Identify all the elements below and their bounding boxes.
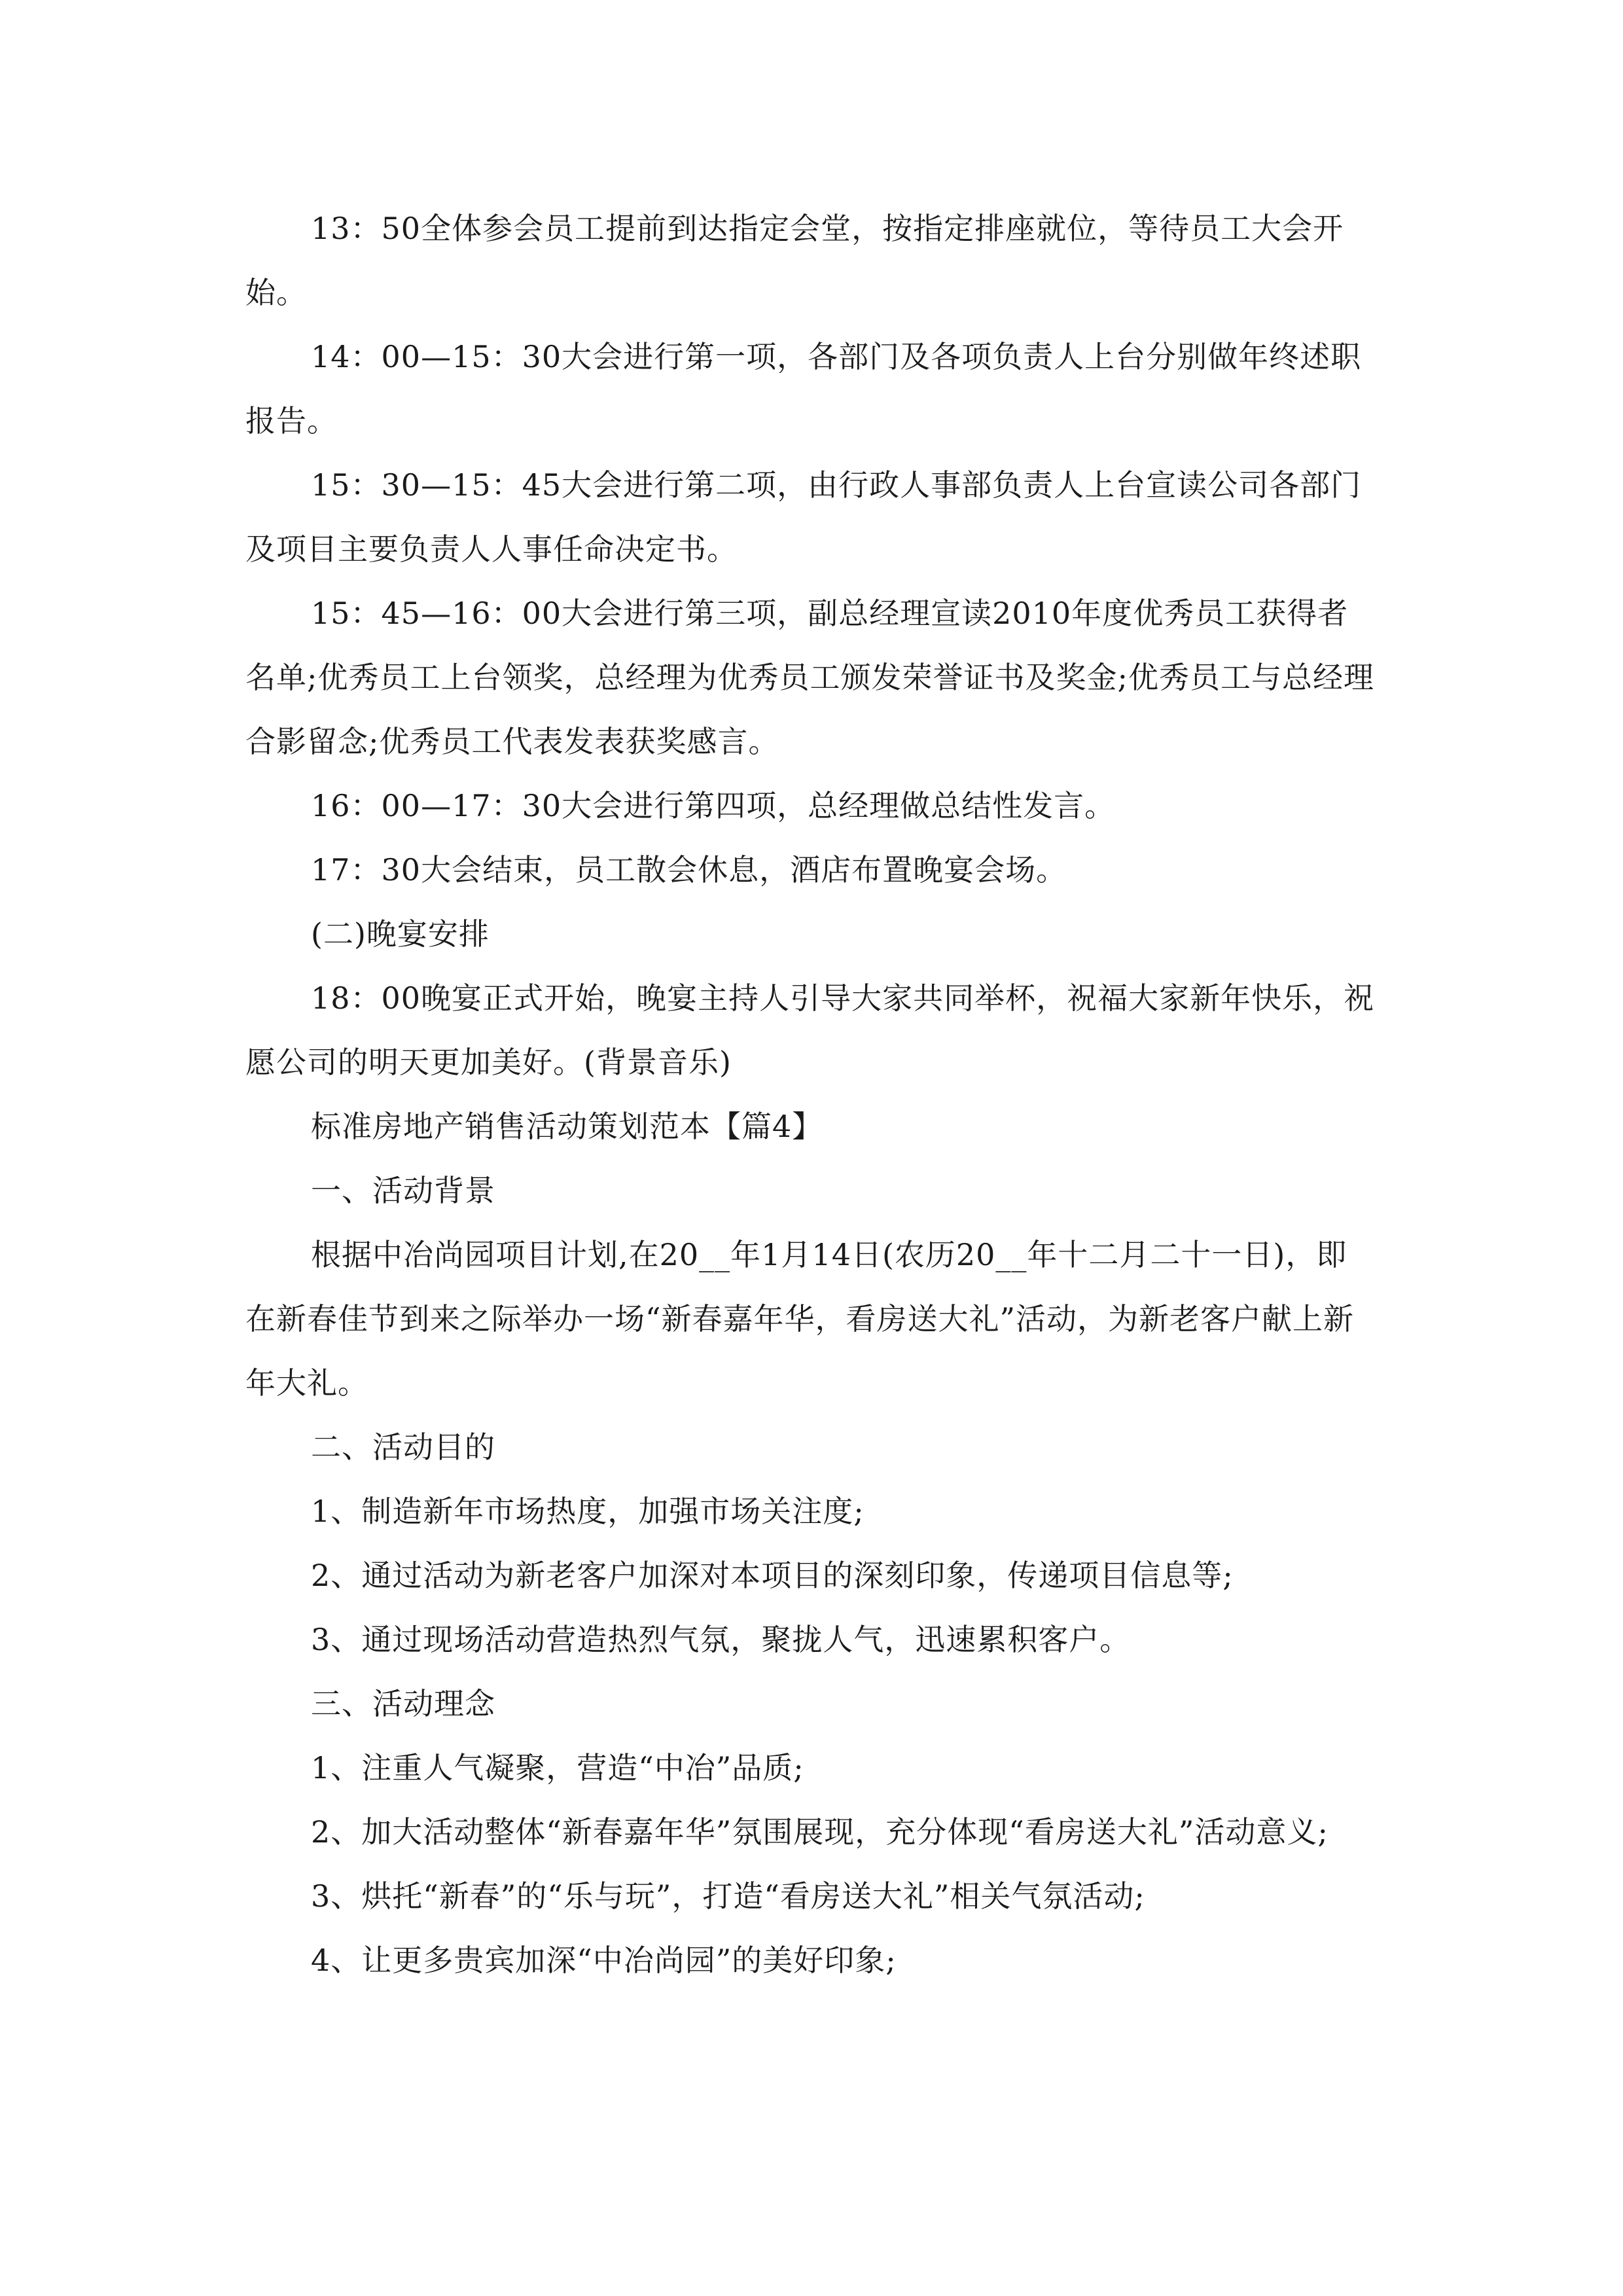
list-item: 2、加大活动整体“新春嘉年华”氛围展现，充分体现“看房送大礼”活动意义; bbox=[311, 1814, 1329, 1850]
paragraph: 16：00—17：30大会进行第四项，总经理做总结性发言。 bbox=[311, 788, 1116, 823]
paragraph: 17：30大会结束，员工散会休息，酒店布置晚宴会场。 bbox=[311, 852, 1067, 888]
section-heading: (二)晚宴安排 bbox=[311, 916, 490, 952]
list-item: 1、制造新年市场热度，加强市场关注度; bbox=[311, 1494, 865, 1529]
paragraph: 15：45—16：00大会进行第三项，副总经理宣读2010年度优秀员工获得者名单;优秀员工上台领奖，总经理为优秀员工颁发荣誉证书及奖金;优秀员工与总经理合影留念;优秀员工代表发表获奖感言。 bbox=[245, 596, 1374, 759]
article-title: 标准房地产销售活动策划范本【篇4】 bbox=[311, 1109, 823, 1144]
paragraph: 根据中冶尚园项目计划,在20__年1月14日(农历20__年十二月二十一日)，即在新春佳节到来之际举办一场“新春嘉年华，看房送大礼”活动，为新老客户献上新年大礼。 bbox=[245, 1237, 1355, 1401]
list-item: 3、烘托“新春”的“乐与玩”，打造“看房送大礼”相关气氛活动; bbox=[311, 1878, 1145, 1914]
paragraph: 18：00晚宴正式开始，晚宴主持人引导大家共同举杯，祝福大家新年快乐，祝愿公司的明天更加美好。(背景音乐) bbox=[245, 980, 1375, 1080]
list-item: 4、让更多贵宾加深“中冶尚园”的美好印象; bbox=[311, 1943, 897, 1978]
paragraph: 13：50全体参会员工提前到达指定会堂，按指定排座就位，等待员工大会开始。 bbox=[245, 211, 1344, 310]
list-item: 1、注重人气凝聚，营造“中冶”品质; bbox=[311, 1750, 804, 1785]
list-item: 2、通过活动为新老客户加深对本项目的深刻印象，传递项目信息等; bbox=[311, 1558, 1234, 1593]
section-heading: 二、活动目的 bbox=[311, 1429, 495, 1465]
document-body bbox=[245, 196, 1378, 1992]
list-item: 3、通过现场活动营造热烈气氛，聚拢人气，迅速累积客户。 bbox=[311, 1622, 1131, 1657]
section-heading: 三、活动理念 bbox=[311, 1686, 495, 1721]
paragraph: 14：00—15：30大会进行第一项，各部门及各项负责人上台分别做年终述职报告。 bbox=[245, 339, 1362, 439]
section-heading: 一、活动背景 bbox=[311, 1173, 495, 1208]
paragraph: 15：30—15：45大会进行第二项，由行政人事部负责人上台宣读公司各部门及项目主要负责人人事任命决定书。 bbox=[245, 467, 1362, 567]
